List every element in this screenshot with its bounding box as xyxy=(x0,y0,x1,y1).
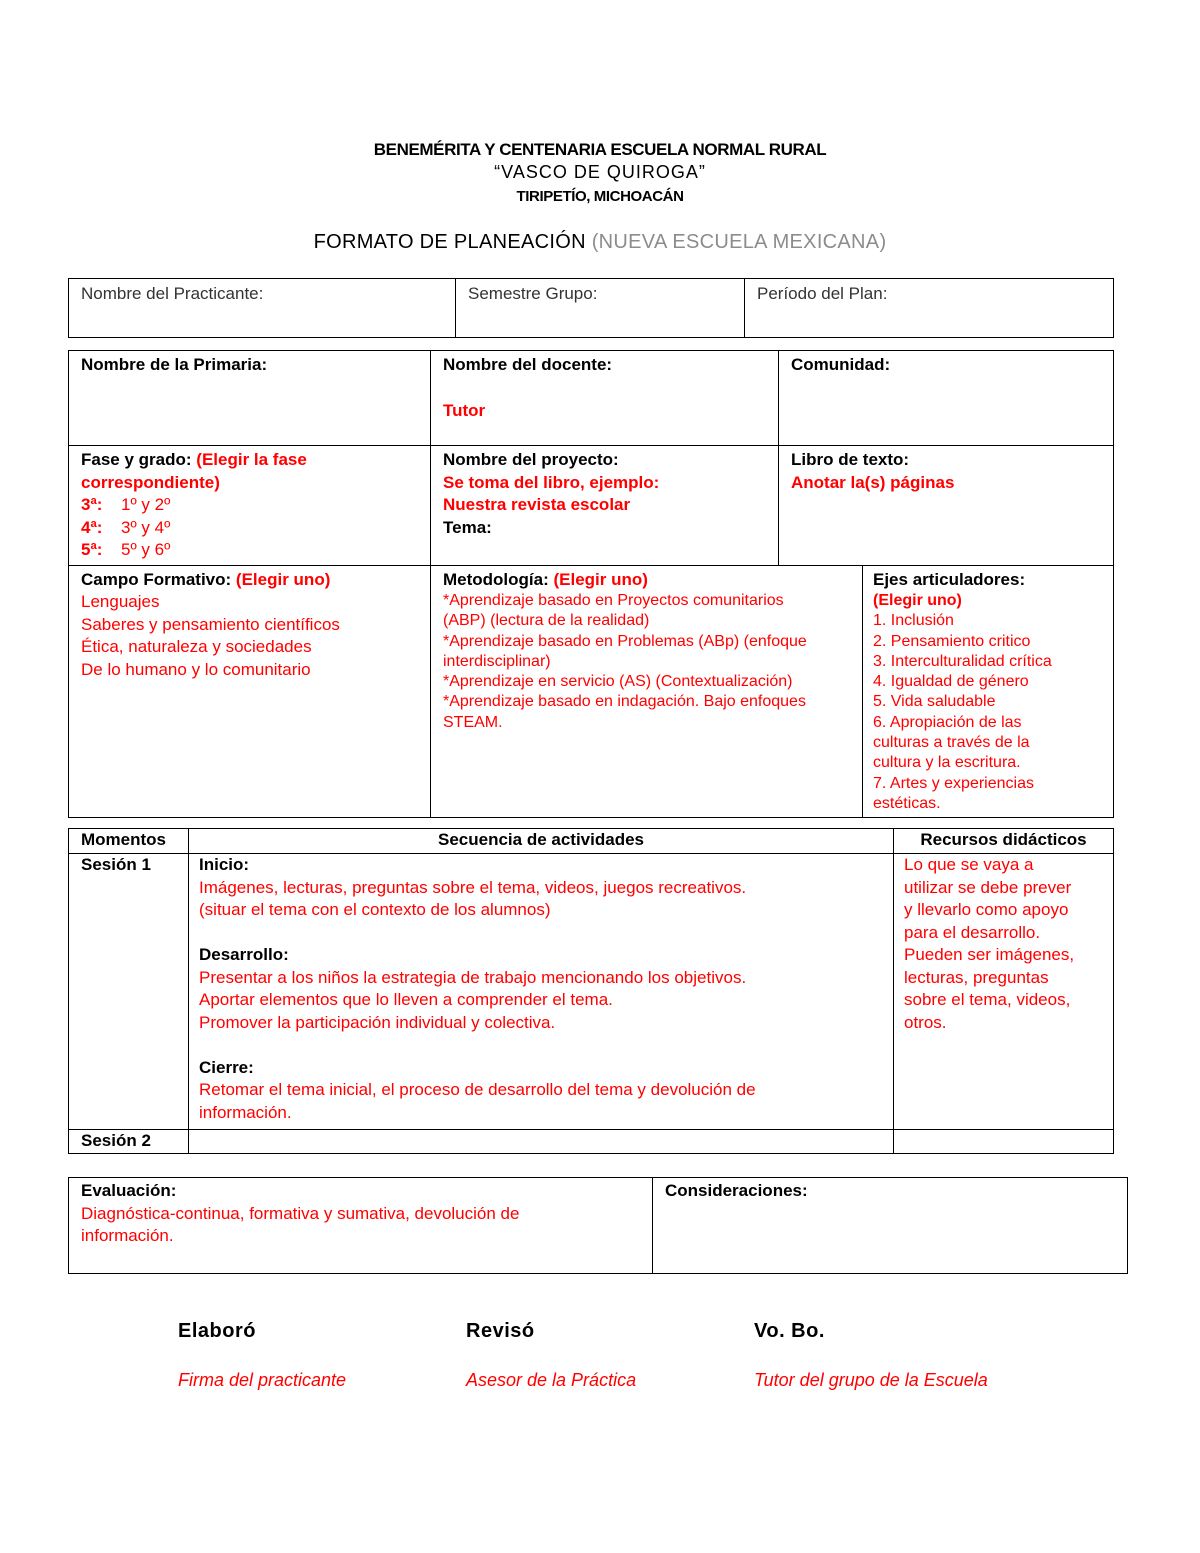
desarrollo-line: Aportar elementos que lo lleven a comprender el tema. xyxy=(199,990,613,1009)
metodologia-option: interdisciplinar) xyxy=(443,652,551,670)
desarrollo-line: Promover la participación individual y colectiva. xyxy=(199,1012,556,1032)
practicante-info-table xyxy=(68,278,1114,338)
docente-value: Tutor xyxy=(443,400,486,420)
ejes-hint: (Elegir uno) xyxy=(873,592,962,609)
session-1-label: Sesión 1 xyxy=(69,854,189,1130)
fase-option: 4ª: 3º y 4º xyxy=(81,517,171,537)
eje-item: 6. Apropiación de las xyxy=(873,713,1022,731)
fase-label: Fase y grado: xyxy=(81,450,192,469)
eje-item: estéticas. xyxy=(873,794,941,812)
semestre-grupo-field[interactable]: Semestre Grupo: xyxy=(456,279,745,338)
metodologia-cell[interactable] xyxy=(431,565,863,818)
campo-hint: (Elegir uno) xyxy=(235,569,331,589)
session-2-label: Sesión 2 xyxy=(69,1130,189,1154)
campo-formativo-cell[interactable] xyxy=(69,565,431,818)
session-2-resources[interactable] xyxy=(894,1130,1114,1154)
evaluacion-cell[interactable] xyxy=(69,1178,653,1274)
eje-item: culturas a través de la xyxy=(873,734,1030,752)
campo-label: Campo Formativo: xyxy=(81,569,232,589)
form-title-main: FORMATO DE PLANEACIÓN xyxy=(313,231,586,253)
fase-option: 5ª: 5º y 6º xyxy=(81,540,171,559)
ejes-cell[interactable] xyxy=(863,565,1114,818)
recursos-line: otros. xyxy=(904,1012,947,1032)
session-1-resources[interactable] xyxy=(894,854,1114,1130)
libro-hint: Anotar la(s) páginas xyxy=(791,472,955,492)
proyecto-hint: Se toma del libro, ejemplo: xyxy=(443,472,660,492)
recursos-line: utilizar se debe prever xyxy=(904,877,1072,897)
fase-hint: (Elegir la fase xyxy=(196,450,307,469)
desarrollo-line: Presentar a los niños la estrategia de trabajo mencionando los objetivos. xyxy=(199,967,747,987)
fase-option: 3ª: 1º y 2º xyxy=(81,495,171,514)
primaria-cell[interactable] xyxy=(69,351,431,446)
consideraciones-cell[interactable] xyxy=(653,1178,1128,1274)
primaria-label: Nombre de la Primaria: xyxy=(81,355,268,374)
consideraciones-label: Consideraciones: xyxy=(665,1181,808,1200)
eje-item: 3. Interculturalidad crítica xyxy=(873,652,1052,670)
inicio-line: Imágenes, lecturas, preguntas sobre el tema, videos, juegos recreativos. xyxy=(199,877,747,897)
recursos-line: sobre el tema, videos, xyxy=(904,990,1071,1009)
recursos-header: Recursos didácticos xyxy=(894,829,1114,854)
docente-cell[interactable] xyxy=(431,351,779,446)
cierre-label: Cierre: xyxy=(199,1057,254,1077)
metodologia-option: (ABP) (lectura de la realidad) xyxy=(443,612,650,630)
metodologia-option: *Aprendizaje basado en Problemas (ABp) (enfoque xyxy=(443,632,807,650)
campo-option: Saberes y pensamiento científicos xyxy=(81,614,340,634)
eje-item: 7. Artes y experiencias xyxy=(873,774,1034,792)
signature-title-vobo: Vo. Bo. xyxy=(754,1320,825,1342)
evaluacion-line: Diagnóstica-continua, formativa y sumativa, devolución de xyxy=(81,1203,520,1223)
inicio-line: (situar el tema con el contexto de los alumnos) xyxy=(199,900,551,919)
libro-label: Libro de texto: xyxy=(791,450,910,469)
docente-label: Nombre del docente: xyxy=(443,355,613,374)
ejes-label: Ejes articuladores: xyxy=(873,569,1026,589)
evaluacion-label: Evaluación: xyxy=(81,1181,177,1200)
recursos-line: Lo que se vaya a xyxy=(904,855,1034,874)
school-location: TIRIPETÍO, MICHOACÁN xyxy=(516,188,684,205)
recursos-line: y llevarlo como apoyo xyxy=(904,900,1069,919)
school-name: “VASCO DE QUIROGA” xyxy=(494,162,706,182)
recursos-line: para el desarrollo. xyxy=(904,922,1041,942)
tema-label: Tema: xyxy=(443,517,492,537)
signature-title-elaboro: Elaboró xyxy=(178,1320,256,1342)
metodologia-label: Metodología: xyxy=(443,569,549,589)
metodologia-option: *Aprendizaje basado en indagación. Bajo enfoques xyxy=(443,693,806,711)
signature-asesor: Asesor de la Práctica xyxy=(466,1370,637,1390)
general-info-table xyxy=(68,350,1114,818)
proyecto-label: Nombre del proyecto: xyxy=(443,450,619,469)
periodo-plan-field[interactable]: Período del Plan: xyxy=(745,279,1114,338)
eje-item: 4. Igualdad de género xyxy=(873,673,1029,691)
practicante-name-field[interactable]: Nombre del Practicante: xyxy=(69,279,456,338)
campo-option: Lenguajes xyxy=(81,592,160,611)
cierre-line: información. xyxy=(199,1102,292,1122)
eje-item: 5. Vida saludable xyxy=(873,693,996,711)
libro-texto-cell[interactable] xyxy=(779,446,1114,566)
inicio-label: Inicio: xyxy=(199,855,250,874)
session-2-activities[interactable] xyxy=(189,1130,894,1154)
proyecto-cell[interactable] xyxy=(431,446,779,566)
momentos-header: Momentos xyxy=(69,829,189,854)
activity-sequence-table xyxy=(68,828,1114,1154)
secuencia-header: Secuencia de actividades xyxy=(189,829,894,854)
signature-title-reviso: Revisó xyxy=(466,1320,535,1342)
eje-item: cultura y la escritura. xyxy=(873,754,1021,772)
proyecto-example: Nuestra revista escolar xyxy=(443,495,631,514)
comunidad-cell[interactable] xyxy=(779,351,1114,446)
institution-name: BENEMÉRITA Y CENTENARIA ESCUELA NORMAL RURAL xyxy=(373,140,827,159)
signature-tutor: Tutor del grupo de la Escuela xyxy=(754,1370,988,1390)
signature-practicante: Firma del practicante xyxy=(178,1370,347,1390)
metodologia-option: *Aprendizaje basado en Proyectos comunitarios xyxy=(443,592,784,609)
fase-hint-2: correspondiente) xyxy=(81,472,220,492)
form-title-sub: (NUEVA ESCUELA MEXICANA) xyxy=(591,231,887,253)
cierre-line: Retomar el tema inicial, el proceso de desarrollo del tema y devolución de xyxy=(199,1080,756,1099)
metodologia-option: *Aprendizaje en servicio (AS) (Contextualización) xyxy=(443,673,793,691)
fase-grado-cell[interactable] xyxy=(69,446,431,566)
metodologia-hint: (Elegir uno) xyxy=(553,569,648,589)
metodologia-option: STEAM. xyxy=(443,713,503,731)
evaluacion-line: información. xyxy=(81,1226,174,1245)
session-1-activities[interactable] xyxy=(189,854,894,1130)
desarrollo-label: Desarrollo: xyxy=(199,945,289,964)
evaluation-table xyxy=(68,1177,1128,1274)
campo-option: Ética, naturaleza y sociedades xyxy=(81,637,312,656)
recursos-line: Pueden ser imágenes, xyxy=(904,945,1075,964)
comunidad-label: Comunidad: xyxy=(791,355,891,374)
recursos-line: lecturas, preguntas xyxy=(904,967,1049,987)
eje-item: 1. Inclusión xyxy=(873,612,954,630)
eje-item: 2. Pensamiento critico xyxy=(873,632,1031,650)
campo-option: De lo humano y lo comunitario xyxy=(81,659,311,679)
form-title xyxy=(0,231,1200,254)
